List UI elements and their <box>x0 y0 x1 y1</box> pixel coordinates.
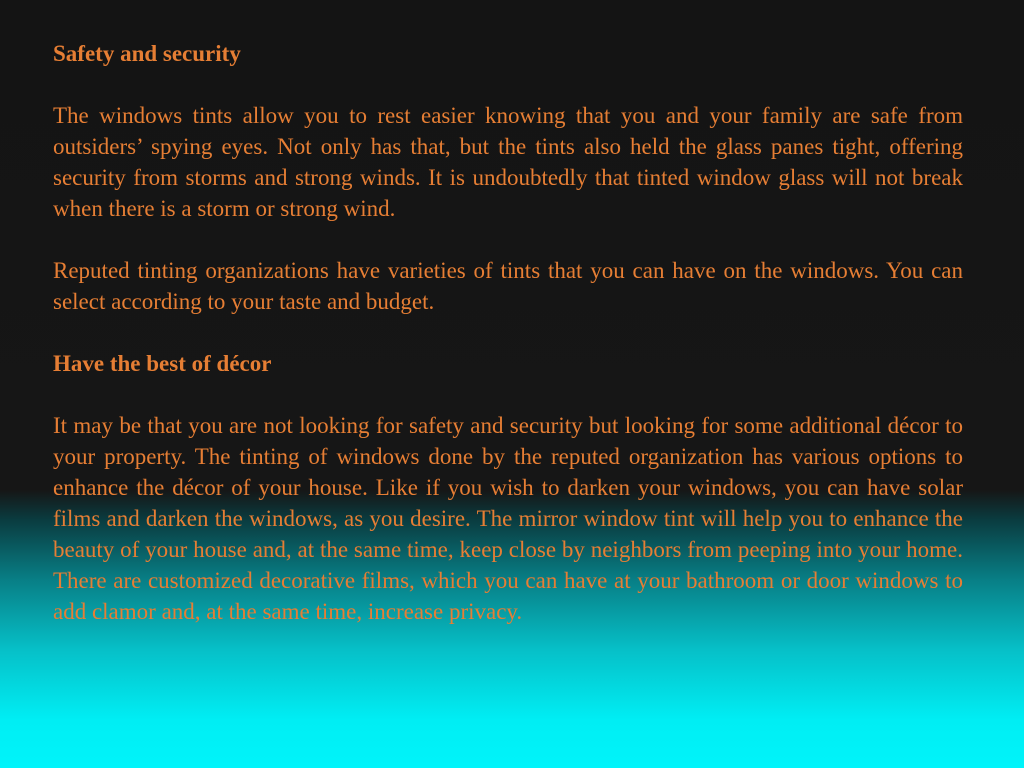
safety-paragraph-1: The windows tints allow you to rest easier knowing that you and your family are safe from outsiders’ spying eyes. Not only has that, but the tints also held the glass panes tight, offering security from storms and strong winds. It is undoubtedly that tinted window glass will not break when there is a storm or strong wind. <box>53 103 963 221</box>
decor-heading: Have the best of décor <box>53 351 272 376</box>
safety-paragraph-2: Reputed tinting organizations have varieties of tints that you can have on the windows. You can select according to your taste and budget. <box>53 258 963 314</box>
slide-content <box>53 38 963 627</box>
safety-heading: Safety and security <box>53 41 241 66</box>
decor-paragraph: It may be that you are not looking for safety and security but looking for some additional décor to your property. The tinting of windows done by the reputed organization has various options to enhance the décor of your house. Like if you wish to darken your windows, you can have solar films and darken the windows, as you desire. The mirror window tint will help you to enhance the beauty of your house and, at the same time, keep close by neighbors from peeping into your home. There are customized decorative films, which you can have at your bathroom or door windows to add clamor and, at the same time, increase privacy. <box>53 413 963 624</box>
